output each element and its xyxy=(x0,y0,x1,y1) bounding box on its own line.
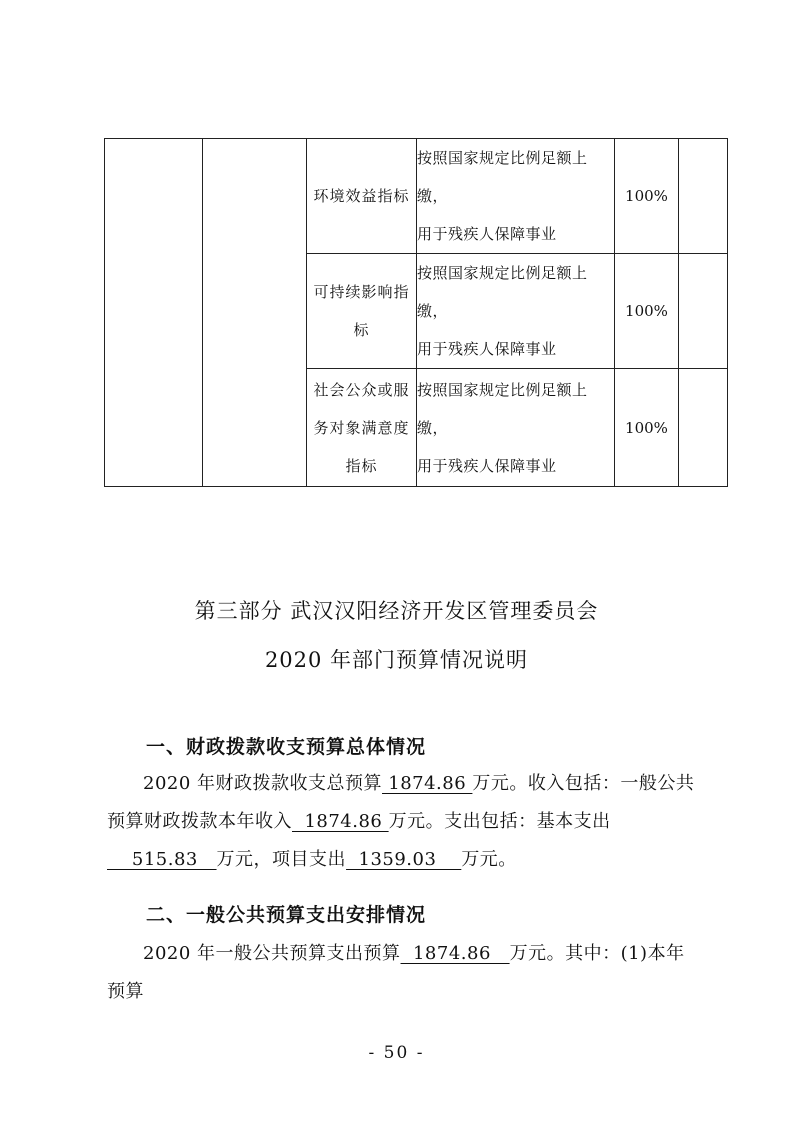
section-paragraph: 2020 年一般公共预算支出预算 1874.86 万元。其中：(1)本年预算 xyxy=(107,943,685,1002)
standard-cell: 按照国家规定比例足额上缴， 用于残疾人保障事业 xyxy=(417,369,615,487)
section-heading: 二、一般公共预算支出安排情况 xyxy=(146,904,427,926)
page-number: - 50 - xyxy=(368,1043,425,1063)
table-row xyxy=(105,139,728,254)
section-heading: 一、财政拨款收支预算总体情况 xyxy=(146,736,427,758)
indicator-cell: 社会公众或服 务对象满意度 指标 xyxy=(307,369,417,487)
standard-cell: 按照国家规定比例足额上缴， 用于残疾人保障事业 xyxy=(417,139,615,254)
standard-cell: 按照国家规定比例足额上缴， 用于残疾人保障事业 xyxy=(417,254,615,369)
value-cell: 100% xyxy=(615,254,679,369)
part-subtitle: 2020 年部门预算情况说明 xyxy=(264,648,529,672)
table-cell-empty xyxy=(105,139,203,487)
amount-basic: 515.83 xyxy=(107,849,217,870)
section-paragraph: 2020 年财政拨款收支总预算 1874.86 万元。收入包括：一般公共预算财政拨款本年收入 1874.86 万元。支出包括：基本支出 515.83 万元，项目支出 1359.03 万元。 xyxy=(107,773,695,870)
value-cell: 100% xyxy=(615,139,679,254)
amount-general: 1874.86 xyxy=(400,943,510,964)
table-cell-empty xyxy=(203,139,307,487)
indicator-cell: 可持续影响指 标 xyxy=(307,254,417,369)
amount-project: 1359.03 xyxy=(346,849,462,870)
value-cell: 100% xyxy=(615,369,679,487)
amount-total: 1874.86 xyxy=(382,773,473,794)
table-cell-empty xyxy=(679,254,728,369)
table-cell-empty xyxy=(679,369,728,487)
indicator-cell: 环境效益指标 xyxy=(307,139,417,254)
amount-income: 1874.86 xyxy=(292,811,389,832)
performance-indicator-table xyxy=(104,138,728,487)
table-cell-empty xyxy=(679,139,728,254)
part-title: 第三部分 武汉汉阳经济开发区管理委员会 xyxy=(194,599,599,623)
